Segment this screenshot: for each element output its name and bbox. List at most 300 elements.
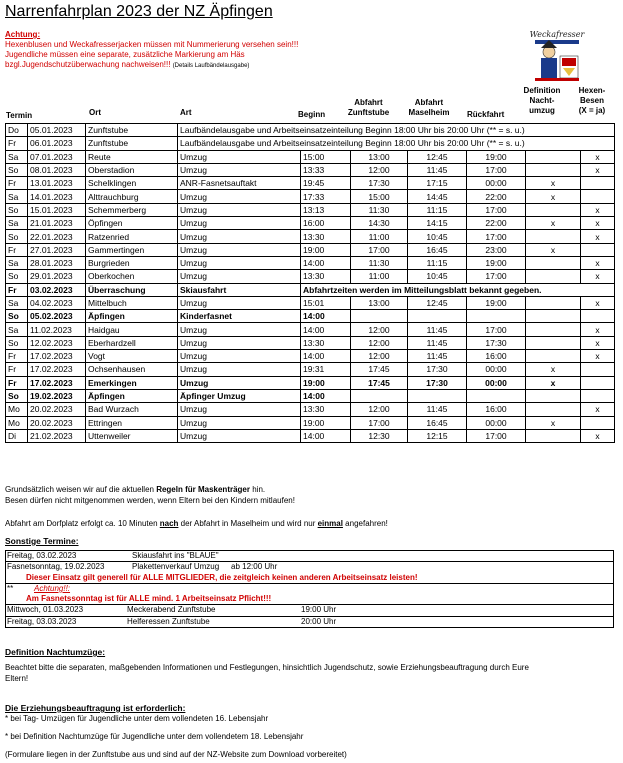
cell-ort: Haidgau xyxy=(86,323,178,336)
note-besen: Besen dürfen nicht mitgenommen werden, wenn Eltern bei den Kindern mitlaufen! xyxy=(5,496,295,505)
cell-nachtumzug xyxy=(526,336,581,349)
cell-abfahrt-maselheim: 17:15 xyxy=(408,177,467,190)
note-abfahrt-a: Abfahrt am Dorfplatz erfolgt ca. 10 Minuten xyxy=(5,519,160,528)
sonstige-row-2 xyxy=(6,562,613,572)
cell-abfahrt-maselheim: 17:30 xyxy=(408,363,467,376)
cell-ort: Gammertingen xyxy=(86,243,178,256)
cell-art: Umzug xyxy=(178,256,301,269)
cell-rueckfahrt: 16:00 xyxy=(467,350,526,363)
cell-beginn: 17:33 xyxy=(301,190,351,203)
cell-datum: 04.02.2023 xyxy=(28,296,86,309)
cell-datum: 13.01.2023 xyxy=(28,177,86,190)
achtung-line-3-small: (Details Laufbändelausgabe) xyxy=(172,63,250,69)
achtung-line-3-text: bzgl.Jugendschutzüberwachung nachweisen!!! xyxy=(5,60,171,69)
sonstige-row-4 xyxy=(6,584,613,594)
cell-tag: Sa xyxy=(6,217,28,230)
cell-nachtumzug xyxy=(526,350,581,363)
cell-abfahrt-maselheim: 10:45 xyxy=(408,230,467,243)
header-ort: Ort xyxy=(89,108,101,117)
sonstige-termine-box xyxy=(5,550,614,628)
cell-hexenbesen: x xyxy=(581,150,615,163)
cell-beginn: 13:30 xyxy=(301,403,351,416)
cell-ort: Schelklingen xyxy=(86,177,178,190)
cell-nachtumzug: x xyxy=(526,190,581,203)
cell-rueckfahrt: 00:00 xyxy=(467,177,526,190)
sonstige-r2-date: Fasnetsonntag, 19.02.2023 xyxy=(7,562,105,572)
cell-art: ANR-Fasnetsauftakt xyxy=(178,177,301,190)
header-hexenbesen xyxy=(571,86,613,116)
cell-hexenbesen: x xyxy=(581,296,615,309)
cell-abfahrt-maselheim: 16:45 xyxy=(408,243,467,256)
cell-tag: So xyxy=(6,230,28,243)
cell-hexenbesen: x xyxy=(581,350,615,363)
table-row xyxy=(6,310,615,323)
note-masken-a: Grundsätzlich weisen wir auf die aktuellen xyxy=(5,485,157,494)
cell-tag: Sa xyxy=(6,323,28,336)
cell-datum: 17.02.2023 xyxy=(28,363,86,376)
cell-beginn: 14:00 xyxy=(301,323,351,336)
svg-text:Weckafresser: Weckafresser xyxy=(529,30,585,39)
cell-hexenbesen xyxy=(581,310,615,323)
cell-rueckfahrt: 19:00 xyxy=(467,150,526,163)
cell-ort: Alttrauchburg xyxy=(86,190,178,203)
cell-nachtumzug: x xyxy=(526,376,581,389)
cell-rueckfahrt: 16:00 xyxy=(467,403,526,416)
table-row xyxy=(6,190,615,203)
cell-hexenbesen: x xyxy=(581,270,615,283)
header-rueckfahrt: Rückfahrt xyxy=(467,110,505,119)
cell-tag: So xyxy=(6,336,28,349)
cell-ort: Uttenweiler xyxy=(86,429,178,442)
cell-abfahrt-zunftstube: 12:30 xyxy=(351,429,408,442)
cell-beginn: 14:00 xyxy=(301,310,351,323)
cell-datum: 14.01.2023 xyxy=(28,190,86,203)
header-abfahrt-maselheim xyxy=(404,98,454,118)
cell-rueckfahrt: 17:00 xyxy=(467,323,526,336)
note-masken-c: hin. xyxy=(250,485,266,494)
note-abfahrt-d: einmal xyxy=(317,519,343,528)
note-abfahrt-e: angefahren! xyxy=(342,519,388,528)
cell-art: Umzug xyxy=(178,230,301,243)
sonstige-r6-date: Mittwoch, 01.03.2023 xyxy=(7,605,84,615)
cell-art: Umzug xyxy=(178,363,301,376)
cell-abfahrt-maselheim: 11:45 xyxy=(408,163,467,176)
sonstige-row-6 xyxy=(6,605,613,616)
cell-abfahrt-zunftstube xyxy=(351,389,408,402)
cell-abfahrt-maselheim: 11:45 xyxy=(408,336,467,349)
cell-beschreibung: Laufbändelausgabe und Arbeitseinsatzeinteilung Beginn 18:00 Uhr bis 20:00 Uhr (** = s. u.) xyxy=(178,137,615,150)
header-hex-2: Besen xyxy=(579,96,604,105)
table-row xyxy=(6,217,615,230)
cell-ort: Ochsenhausen xyxy=(86,363,178,376)
cell-rueckfahrt: 22:00 xyxy=(467,190,526,203)
header-abfahrt-zunftstube-2: Zunftstube xyxy=(347,108,390,117)
table-row xyxy=(6,177,615,190)
table-row xyxy=(6,203,615,216)
header-def-2: Nacht- xyxy=(529,96,555,105)
cell-beginn: 19:45 xyxy=(301,177,351,190)
cell-beginn: 13:30 xyxy=(301,336,351,349)
cell-nachtumzug xyxy=(526,163,581,176)
cell-tag: So xyxy=(6,163,28,176)
cell-abfahrt-zunftstube: 13:00 xyxy=(351,150,408,163)
sonstige-row-7 xyxy=(6,617,613,627)
cell-rueckfahrt: 19:00 xyxy=(467,256,526,269)
achtung-line-1: Hexenblusen und Weckafresserjacken müssen mit Nummerierung versehen sein!!! xyxy=(5,40,299,49)
cell-ort: Mittelbuch xyxy=(86,296,178,309)
sonstige-heading: Sonstige Termine: xyxy=(5,536,79,546)
definition-heading: Definition Nachtumzüge: xyxy=(5,647,106,657)
cell-hexenbesen: x xyxy=(581,203,615,216)
cell-art: Umzug xyxy=(178,323,301,336)
definition-text: Beachtet bitte die separaten, maßgebenden Informationen und Festlegungen, hinsichtlich Jugendschutz, sowie Erziehungsbeauftragung durch Eure xyxy=(5,663,529,672)
header-abfahrt-maselheim-2: Maselheim xyxy=(408,108,450,117)
erziehung-bullet-2: * bei Definition Nachtumzüge für Jugendliche unter dem vollendetem 18. Lebensjahr xyxy=(5,732,304,741)
cell-abfahrt-zunftstube xyxy=(351,310,408,323)
table-row xyxy=(6,256,615,269)
cell-rueckfahrt: 23:00 xyxy=(467,243,526,256)
cell-tag: Sa xyxy=(6,150,28,163)
cell-beginn: 16:00 xyxy=(301,217,351,230)
cell-abfahrt-zunftstube: 13:00 xyxy=(351,296,408,309)
cell-ort: Oberstadion xyxy=(86,163,178,176)
cell-datum: 12.02.2023 xyxy=(28,336,86,349)
cell-ort: Burgrieden xyxy=(86,256,178,269)
table-row xyxy=(6,403,615,416)
cell-art: Umzug xyxy=(178,350,301,363)
cell-datum: 29.01.2023 xyxy=(28,270,86,283)
erziehung-bullet-3: (Formulare liegen in der Zunftstube aus und sind auf der NZ-Website zum Download vorbereitet) xyxy=(5,750,347,759)
cell-hexenbesen xyxy=(581,243,615,256)
header-hex-1: Hexen- xyxy=(578,86,606,95)
cell-datum: 22.01.2023 xyxy=(28,230,86,243)
cell-abfahrt-maselheim: 11:15 xyxy=(408,256,467,269)
cell-beschreibung: Laufbändelausgabe und Arbeitseinsatzeinteilung Beginn 18:00 Uhr bis 20:00 Uhr (** = s. u.) xyxy=(178,124,615,137)
sonstige-r2-desc: Plakettenverkauf Umzug xyxy=(132,562,220,572)
cell-tag: Mo xyxy=(6,416,28,429)
header-def-3: umzug xyxy=(529,106,555,115)
cell-tag: Sa xyxy=(6,190,28,203)
cell-abfahrt-maselheim: 12:45 xyxy=(408,150,467,163)
cell-rueckfahrt: 17:30 xyxy=(467,336,526,349)
table-row xyxy=(6,270,615,283)
sonstige-r1-desc: Skiausfahrt ins "BLAUE" xyxy=(132,551,219,560)
cell-nachtumzug xyxy=(526,230,581,243)
table-row xyxy=(6,150,615,163)
cell-hexenbesen: x xyxy=(581,217,615,230)
cell-beginn: 13:30 xyxy=(301,270,351,283)
table-row xyxy=(6,350,615,363)
sonstige-row-5 xyxy=(6,594,613,605)
cell-rueckfahrt: 22:00 xyxy=(467,217,526,230)
cell-hinweis: Abfahrtzeiten werden im Mitteilungsblatt bekannt gegeben. xyxy=(301,283,615,296)
cell-nachtumzug xyxy=(526,150,581,163)
cell-art: Umzug xyxy=(178,217,301,230)
cell-abfahrt-zunftstube: 12:00 xyxy=(351,163,408,176)
cell-art: Skiausfahrt xyxy=(178,283,301,296)
cell-abfahrt-maselheim: 12:15 xyxy=(408,429,467,442)
sonstige-r6-desc: Meckerabend Zunftstube xyxy=(127,605,216,615)
cell-abfahrt-zunftstube: 11:30 xyxy=(351,256,408,269)
cell-datum: 03.02.2023 xyxy=(28,283,86,296)
sonstige-r4-star: ** xyxy=(7,583,14,593)
cell-abfahrt-zunftstube: 17:00 xyxy=(351,416,408,429)
cell-beginn: 15:00 xyxy=(301,150,351,163)
cell-art: Umzug xyxy=(178,163,301,176)
sonstige-row-1 xyxy=(6,551,613,562)
page-title: Narrenfahrplan 2023 der NZ Äpfingen xyxy=(5,3,273,20)
cell-ort: Öpfingen xyxy=(86,217,178,230)
table-row xyxy=(6,323,615,336)
cell-rueckfahrt: 19:00 xyxy=(467,296,526,309)
cell-hexenbesen xyxy=(581,177,615,190)
cell-hexenbesen xyxy=(581,389,615,402)
cell-hexenbesen: x xyxy=(581,403,615,416)
cell-datum: 17.02.2023 xyxy=(28,376,86,389)
table-row xyxy=(6,137,615,150)
header-beginn: Beginn xyxy=(298,110,326,119)
cell-ort: Äpfingen xyxy=(86,389,178,402)
cell-nachtumzug: x xyxy=(526,217,581,230)
cell-tag: Fr xyxy=(6,376,28,389)
cell-abfahrt-maselheim: 11:15 xyxy=(408,203,467,216)
sonstige-r2-time: ab 12:00 Uhr xyxy=(231,562,278,572)
cell-ort: Bad Wurzach xyxy=(86,403,178,416)
cell-art: Umzug xyxy=(178,336,301,349)
cell-abfahrt-maselheim: 11:45 xyxy=(408,323,467,336)
cell-datum: 28.01.2023 xyxy=(28,256,86,269)
table-row xyxy=(6,389,615,402)
cell-beginn: 14:00 xyxy=(301,389,351,402)
cell-ort: Schemmerberg xyxy=(86,203,178,216)
cell-datum: 17.02.2023 xyxy=(28,350,86,363)
cell-art: Umzug xyxy=(178,429,301,442)
cell-ort: Äpfingen xyxy=(86,310,178,323)
cell-ort: Ratzenried xyxy=(86,230,178,243)
cell-abfahrt-zunftstube: 17:00 xyxy=(351,243,408,256)
cell-rueckfahrt: 00:00 xyxy=(467,376,526,389)
cell-datum: 21.02.2023 xyxy=(28,429,86,442)
cell-hexenbesen: x xyxy=(581,429,615,442)
header-definition-nachtumzug xyxy=(517,86,567,116)
cell-abfahrt-maselheim: 14:15 xyxy=(408,217,467,230)
table-row xyxy=(6,363,615,376)
cell-beginn: 19:00 xyxy=(301,416,351,429)
cell-beginn: 14:00 xyxy=(301,350,351,363)
narrenfahrplan-table xyxy=(5,123,615,443)
sonstige-r7-date: Freitag, 03.03.2023 xyxy=(7,616,77,626)
cell-abfahrt-zunftstube: 12:00 xyxy=(351,350,408,363)
cell-art: Umzug xyxy=(178,270,301,283)
cell-hexenbesen: x xyxy=(581,323,615,336)
cell-tag: Mo xyxy=(6,403,28,416)
cell-art: Umzug xyxy=(178,376,301,389)
cell-nachtumzug: x xyxy=(526,416,581,429)
cell-abfahrt-maselheim xyxy=(408,310,467,323)
cell-datum: 15.01.2023 xyxy=(28,203,86,216)
cell-rueckfahrt xyxy=(467,310,526,323)
sonstige-r1-date: Freitag, 03.02.2023 xyxy=(7,551,77,560)
header-termin: Termin xyxy=(6,111,33,120)
cell-nachtumzug: x xyxy=(526,177,581,190)
cell-tag: Sa xyxy=(6,296,28,309)
cell-ort: Emerkingen xyxy=(86,376,178,389)
cell-tag: So xyxy=(6,389,28,402)
cell-beginn: 19:00 xyxy=(301,376,351,389)
cell-datum: 20.02.2023 xyxy=(28,416,86,429)
sonstige-r7-time: 20:00 Uhr xyxy=(301,616,337,626)
cell-datum: 08.01.2023 xyxy=(28,163,86,176)
cell-nachtumzug xyxy=(526,429,581,442)
cell-nachtumzug xyxy=(526,323,581,336)
cell-beginn: 15:01 xyxy=(301,296,351,309)
cell-hexenbesen xyxy=(581,190,615,203)
cell-abfahrt-zunftstube: 11:30 xyxy=(351,203,408,216)
cell-datum: 05.01.2023 xyxy=(28,124,86,137)
table-body xyxy=(6,124,615,443)
note-abfahrt-b: nach xyxy=(159,519,179,528)
cell-nachtumzug xyxy=(526,310,581,323)
cell-datum: 06.01.2023 xyxy=(28,137,86,150)
sonstige-r6-time: 19:00 Uhr xyxy=(301,605,337,615)
cell-nachtumzug xyxy=(526,203,581,216)
cell-ort: Eberhardzell xyxy=(86,336,178,349)
sonstige-row-3 xyxy=(6,573,613,584)
cell-rueckfahrt: 17:00 xyxy=(467,230,526,243)
cell-rueckfahrt: 17:00 xyxy=(467,270,526,283)
cell-rueckfahrt: 00:00 xyxy=(467,416,526,429)
table-row xyxy=(6,243,615,256)
header-art: Art xyxy=(180,108,192,117)
cell-abfahrt-zunftstube: 17:30 xyxy=(351,177,408,190)
cell-nachtumzug: x xyxy=(526,363,581,376)
cell-art: Umzug xyxy=(178,416,301,429)
cell-beginn: 13:13 xyxy=(301,203,351,216)
cell-abfahrt-maselheim: 17:30 xyxy=(408,376,467,389)
cell-rueckfahrt: 00:00 xyxy=(467,363,526,376)
table-row xyxy=(6,416,615,429)
erziehung-bullet-1: * bei Tag- Umzügen für Jugendliche unter dem vollendeten 16. Lebensjahr xyxy=(5,714,269,723)
cell-beginn: 14:00 xyxy=(301,256,351,269)
cell-art: Umzug xyxy=(178,243,301,256)
cell-tag: Do xyxy=(6,124,28,137)
cell-datum: 19.02.2023 xyxy=(28,389,86,402)
achtung-line-3 xyxy=(5,60,298,71)
achtung-line-2: Jugendliche müssen eine separate, zusätzliche Markierung am Häs xyxy=(5,50,245,59)
cell-datum: 20.02.2023 xyxy=(28,403,86,416)
table-row xyxy=(6,230,615,243)
cell-beginn: 19:00 xyxy=(301,243,351,256)
cell-abfahrt-zunftstube: 15:00 xyxy=(351,190,408,203)
cell-tag: Fr xyxy=(6,177,28,190)
table-row xyxy=(6,336,615,349)
cell-rueckfahrt: 17:00 xyxy=(467,163,526,176)
cell-rueckfahrt: 17:00 xyxy=(467,429,526,442)
cell-nachtumzug xyxy=(526,389,581,402)
cell-nachtumzug xyxy=(526,270,581,283)
cell-ort: Vogt xyxy=(86,350,178,363)
table-row xyxy=(6,124,615,137)
note-masken-b: Regeln für Maskenträger xyxy=(156,485,250,494)
achtung-block xyxy=(5,30,298,71)
cell-ort: Zunftstube xyxy=(86,124,178,137)
cell-tag: Di xyxy=(6,429,28,442)
cell-ort: Zunftstube xyxy=(86,137,178,150)
cell-nachtumzug xyxy=(526,403,581,416)
cell-beginn: 19:31 xyxy=(301,363,351,376)
cell-art: Umzug xyxy=(178,296,301,309)
sonstige-r3-text: Dieser Einsatz gilt generell für ALLE MITGLIEDER, die zeitgleich keinen anderen Arbeitseinsatz leisten! xyxy=(26,572,418,582)
cell-tag: Fr xyxy=(6,363,28,376)
erziehung-heading: Die Erziehungsbeauftragung ist erforderlich: xyxy=(5,703,186,713)
cell-abfahrt-maselheim: 12:45 xyxy=(408,296,467,309)
cell-tag: Fr xyxy=(6,137,28,150)
cell-abfahrt-maselheim xyxy=(408,389,467,402)
cell-nachtumzug xyxy=(526,256,581,269)
cell-abfahrt-zunftstube: 12:00 xyxy=(351,323,408,336)
note-abfahrt-c: der Abfahrt in Maselheim und wird nur xyxy=(178,519,318,528)
cell-datum: 21.01.2023 xyxy=(28,217,86,230)
cell-rueckfahrt xyxy=(467,389,526,402)
cell-rueckfahrt: 17:00 xyxy=(467,203,526,216)
cell-tag: So xyxy=(6,203,28,216)
cell-tag: Fr xyxy=(6,243,28,256)
cell-abfahrt-maselheim: 16:45 xyxy=(408,416,467,429)
cell-abfahrt-zunftstube: 11:00 xyxy=(351,230,408,243)
header-def-1: Definition xyxy=(523,86,561,95)
cell-abfahrt-maselheim: 10:45 xyxy=(408,270,467,283)
table-row xyxy=(6,163,615,176)
cell-abfahrt-maselheim: 11:45 xyxy=(408,350,467,363)
cell-hexenbesen: x xyxy=(581,256,615,269)
cell-nachtumzug xyxy=(526,296,581,309)
cell-tag: Fr xyxy=(6,283,28,296)
note-abfahrt xyxy=(5,518,388,529)
cell-tag: Sa xyxy=(6,256,28,269)
zunft-logo xyxy=(527,28,587,83)
cell-datum: 27.01.2023 xyxy=(28,243,86,256)
sonstige-r5-text: Am Fasnetssonntag ist für ALLE mind. 1 Arbeitseinsatz Pflicht!!! xyxy=(26,594,272,604)
cell-hexenbesen: x xyxy=(581,336,615,349)
cell-tag: Fr xyxy=(6,350,28,363)
cell-beginn: 13:33 xyxy=(301,163,351,176)
cell-ort: Oberkochen xyxy=(86,270,178,283)
cell-art: Umzug xyxy=(178,403,301,416)
cell-tag: So xyxy=(6,270,28,283)
cell-datum: 07.01.2023 xyxy=(28,150,86,163)
cell-hexenbesen xyxy=(581,416,615,429)
cell-abfahrt-zunftstube: 14:30 xyxy=(351,217,408,230)
cell-datum: 05.02.2023 xyxy=(28,310,86,323)
header-abfahrt-maselheim-1: Abfahrt xyxy=(414,98,444,107)
cell-abfahrt-zunftstube: 11:00 xyxy=(351,270,408,283)
table-row xyxy=(6,296,615,309)
cell-hexenbesen: x xyxy=(581,163,615,176)
cell-beginn: 13:30 xyxy=(301,230,351,243)
achtung-heading: Achtung: xyxy=(5,30,41,39)
cell-beginn: 14:00 xyxy=(301,429,351,442)
cell-abfahrt-zunftstube: 12:00 xyxy=(351,336,408,349)
table-row xyxy=(6,429,615,442)
cell-abfahrt-zunftstube: 17:45 xyxy=(351,363,408,376)
cell-art: Umzug xyxy=(178,150,301,163)
header-abfahrt-zunftstube xyxy=(346,98,391,118)
table-row xyxy=(6,283,615,296)
note-masken xyxy=(5,484,265,495)
cell-tag: So xyxy=(6,310,28,323)
cell-art: Äpfinger Umzug xyxy=(178,389,301,402)
cell-nachtumzug: x xyxy=(526,243,581,256)
